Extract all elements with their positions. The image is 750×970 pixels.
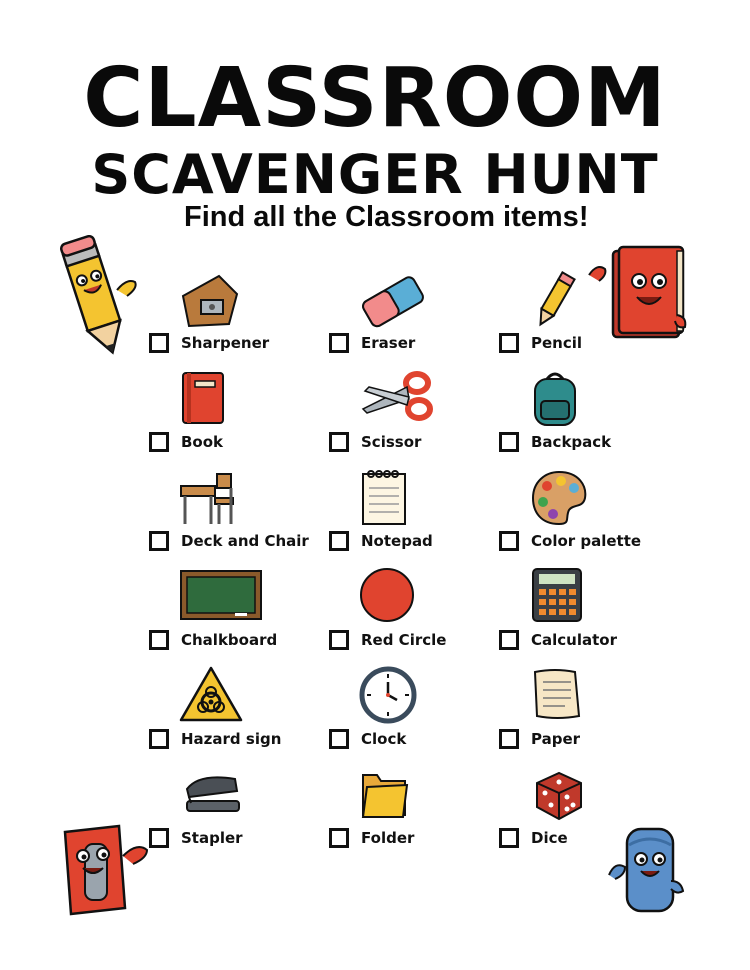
checkbox[interactable] (149, 630, 169, 650)
eraser-icon (359, 270, 425, 330)
checklist-item-color-palette (499, 468, 674, 558)
backpack-icon (529, 369, 581, 427)
checklist-item-dice (499, 765, 674, 855)
clock-icon (359, 666, 417, 724)
chalkboard-icon (179, 567, 263, 623)
paper-icon (529, 666, 583, 722)
item-label: Calculator (531, 631, 617, 649)
checkbox[interactable] (149, 432, 169, 452)
checkbox[interactable] (329, 531, 349, 551)
item-label: Clock (361, 730, 407, 748)
item-label: Dice (531, 829, 568, 847)
checklist-item-red-circle (329, 567, 504, 657)
item-label: Backpack (531, 433, 612, 451)
sharpener-mascot-icon (55, 820, 155, 920)
checklist-item-eraser (329, 270, 504, 360)
checkbox[interactable] (499, 630, 519, 650)
page-title: CLASSROOM (83, 51, 667, 146)
item-label: Pencil (531, 334, 583, 352)
pencil-icon (529, 270, 579, 332)
item-label: Hazard sign (181, 730, 282, 748)
checkbox[interactable] (499, 531, 519, 551)
checklist-item-folder (329, 765, 504, 855)
palette-icon (529, 468, 589, 526)
checkbox[interactable] (149, 729, 169, 749)
checkbox[interactable] (499, 828, 519, 848)
checklist-item-deck-and-chair (149, 468, 324, 558)
pencil-mascot-icon (55, 235, 140, 360)
checklist-item-clock (329, 666, 504, 756)
item-label: Notepad (361, 532, 433, 550)
desk-chair-icon (179, 468, 235, 526)
checklist-item-pencil (499, 270, 674, 360)
checkbox[interactable] (329, 333, 349, 353)
checkbox[interactable] (329, 630, 349, 650)
page-subtitle: SCAVENGER HUNT (91, 143, 659, 206)
checkbox[interactable] (329, 828, 349, 848)
checkbox[interactable] (149, 828, 169, 848)
red-circle-icon (359, 567, 415, 623)
scissors-icon (359, 369, 439, 427)
checkbox[interactable] (499, 333, 519, 353)
hazard-sign-icon (179, 666, 243, 722)
checkbox[interactable] (149, 531, 169, 551)
item-label: Folder (361, 829, 415, 847)
checkbox[interactable] (499, 729, 519, 749)
calculator-icon (529, 567, 585, 623)
item-label: Eraser (361, 334, 416, 352)
checklist-item-chalkboard (149, 567, 324, 657)
item-label: Deck and Chair (181, 532, 309, 550)
folder-icon (359, 765, 411, 821)
item-label: Color palette (531, 532, 642, 550)
stapler-icon (179, 765, 245, 821)
book-icon (179, 369, 229, 427)
item-label: Stapler (181, 829, 243, 847)
checklist-item-book (149, 369, 324, 459)
sharpener-icon (179, 270, 241, 328)
checklist-item-stapler (149, 765, 324, 855)
checklist-item-paper (499, 666, 674, 756)
checkbox[interactable] (329, 432, 349, 452)
item-label: Paper (531, 730, 581, 748)
item-label: Scissor (361, 433, 422, 451)
checkbox[interactable] (499, 432, 519, 452)
checklist-item-sharpener (149, 270, 324, 360)
checkbox[interactable] (149, 333, 169, 353)
checklist-item-notepad (329, 468, 504, 558)
checklist-item-hazard-sign (149, 666, 324, 756)
checklist-item-scissor (329, 369, 504, 459)
checkbox[interactable] (329, 729, 349, 749)
checklist-item-backpack (499, 369, 674, 459)
item-label: Book (181, 433, 224, 451)
instructions: Find all the Classroom items! (184, 201, 589, 233)
dice-icon (529, 765, 585, 821)
checklist-item-calculator (499, 567, 674, 657)
notepad-icon (359, 468, 409, 526)
item-label: Sharpener (181, 334, 270, 352)
item-label: Chalkboard (181, 631, 278, 649)
item-label: Red Circle (361, 631, 447, 649)
